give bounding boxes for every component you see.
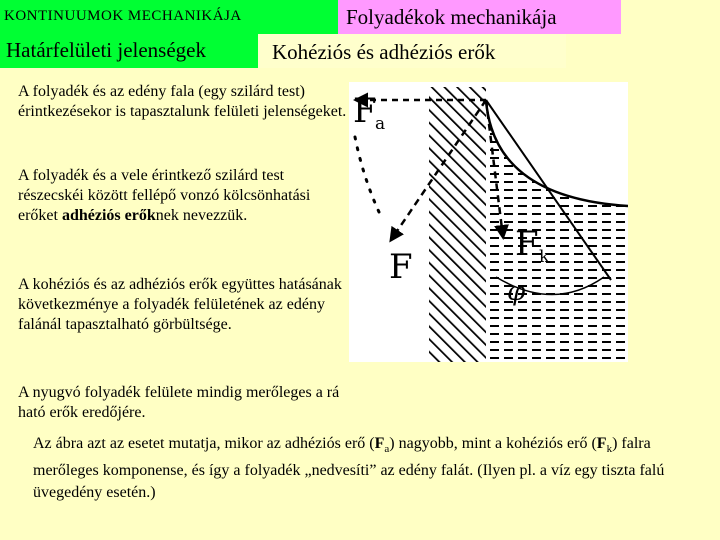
fa-label-main: F [353, 91, 377, 131]
paragraph-contact: A folyadék és az edény fala (egy szilárd test) érintkezésekor is tapasztalunk felületi jelenségeket. [18, 83, 347, 120]
course-label: KONTINUUMOK MECHANIKÁJA [0, 0, 338, 34]
figure-note [33, 433, 703, 504]
note-fk-symbol: F [596, 435, 607, 452]
adhesion-term: adhéziós erők [61, 207, 156, 224]
note-text-3: ) falra merőleges komponense, és így a folyadék „nedvesíti” az edény falát. (Ilyen pl. a víz egy tiszta falú üvegedény esetén.) [33, 435, 665, 502]
paragraph-perpendicular: A nyugvó folyadék felülete mindig merőleges a rá ható erők eredőjére. [18, 384, 340, 421]
angle-label: φ [507, 277, 526, 307]
page-title: Folyadékok mechanikája [338, 0, 621, 34]
paragraph-adhesion [18, 166, 348, 226]
paragraph-curvature: A kohéziós és az adhéziós erők együttes hatásának következménye a folyadék felületének az edény falánál tapasztalható görbültsége. [18, 276, 342, 333]
note-fa-subscript: a [384, 443, 390, 456]
note-text-1: Az ábra azt az esetet mutatja, mikor az adhéziós erő ( [33, 435, 375, 452]
topic-title: Kohéziós és adhéziós erők [258, 34, 566, 68]
f-label: F [389, 247, 413, 287]
fk-label-main: F [515, 224, 539, 264]
note-fk-subscript: k [606, 443, 613, 456]
meniscus-diagram [349, 82, 628, 362]
container-wall [429, 87, 486, 362]
paragraph-adhesion-text-1: A folyadék és a vele érintkező szilárd test részecskéi között fellépő vonzó kölcsönhatási erőket [18, 167, 311, 224]
note-fa-symbol: F [374, 435, 385, 452]
paragraph-adhesion-text-2: nek nevezzük. [155, 207, 248, 224]
section-title: Határfelületi jelenségek [0, 34, 258, 68]
note-text-2: ) nagyobb, mint a kohéziós erő ( [389, 435, 597, 452]
fk-label-sub: k [539, 247, 550, 267]
fa-label-sub: a [375, 114, 386, 134]
